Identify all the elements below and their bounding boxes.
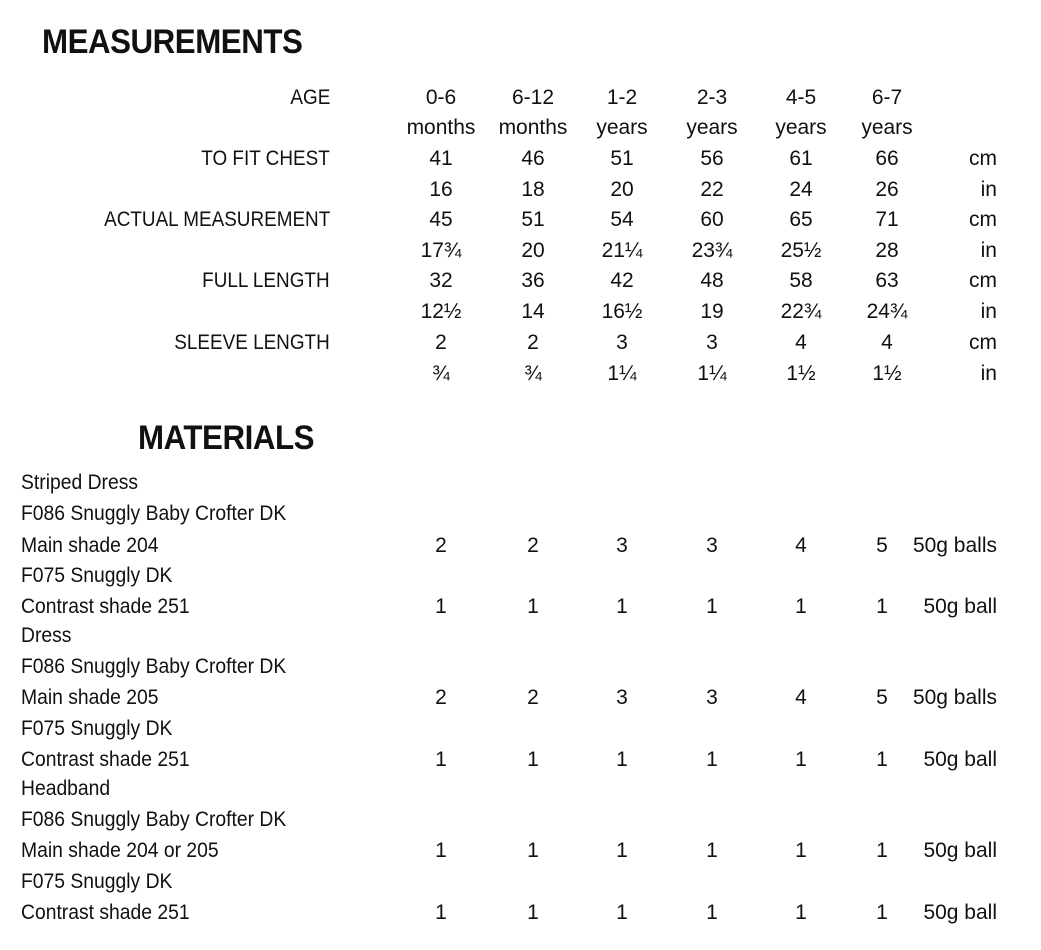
measurement-value: 20 (521, 239, 545, 262)
measurement-value: 1½ (786, 362, 816, 385)
measurement-unit: cm (969, 331, 997, 354)
material-row (0, 530, 1041, 561)
material-qty: 1 (616, 595, 628, 618)
measurement-value: 16 (429, 178, 453, 201)
material-label: Contrast shade 251 (21, 748, 190, 771)
material-row (0, 498, 1041, 529)
material-row (0, 713, 1041, 744)
material-label: F086 Snuggly Baby Crofter DK (21, 655, 287, 678)
measurement-value: 24 (789, 178, 813, 201)
measurement-value: 32 (429, 269, 453, 292)
material-label: F075 Snuggly DK (21, 870, 173, 893)
material-qty: 1 (795, 901, 807, 924)
material-qty: 1 (706, 901, 718, 924)
age-unit: months (406, 116, 476, 139)
material-qty: 1 (616, 839, 628, 862)
measurement-value: 21¼ (601, 239, 643, 262)
material-qty: 1 (795, 748, 807, 771)
material-unit: 50g balls (912, 534, 997, 557)
measurement-row (0, 174, 1041, 205)
age-unit: years (686, 116, 738, 139)
measurement-value: 61 (789, 147, 813, 170)
measurement-value: 42 (610, 269, 634, 292)
measurement-value: 66 (875, 147, 899, 170)
age-row (0, 82, 1041, 113)
measurement-value: 4 (795, 331, 807, 354)
material-qty: 5 (876, 686, 888, 709)
material-qty: 1 (876, 839, 888, 862)
material-qty: 1 (795, 839, 807, 862)
age-range: 1-2 (606, 86, 638, 109)
measurement-value: 23¾ (691, 239, 733, 262)
measurement-value: 4 (881, 331, 893, 354)
measurement-value: 2 (435, 331, 447, 354)
material-row (0, 866, 1041, 897)
material-label: F086 Snuggly Baby Crofter DK (21, 808, 287, 831)
material-qty: 3 (616, 534, 628, 557)
measurement-value: 46 (521, 147, 545, 170)
measurement-label: ACTUAL MEASUREMENT (103, 208, 330, 231)
measurement-value: 51 (521, 208, 545, 231)
measurement-row (0, 358, 1041, 389)
material-row (0, 773, 1041, 804)
material-qty: 1 (527, 839, 539, 862)
material-qty: 1 (527, 748, 539, 771)
material-qty: 1 (616, 901, 628, 924)
age-range: 4-5 (785, 86, 817, 109)
age-unit-row (0, 112, 1041, 143)
measurement-label: TO FIT CHEST (201, 147, 330, 170)
material-qty: 2 (527, 686, 539, 709)
material-qty: 3 (706, 534, 718, 557)
measurement-row (0, 143, 1041, 174)
material-qty: 2 (435, 534, 447, 557)
measurement-label: FULL LENGTH (202, 269, 330, 292)
measurement-unit: cm (969, 208, 997, 231)
measurement-value: 3 (706, 331, 718, 354)
measurement-value: 51 (610, 147, 634, 170)
material-label: Headband (21, 777, 111, 800)
measurement-value: 48 (700, 269, 724, 292)
material-qty: 1 (527, 901, 539, 924)
measurement-value: 28 (875, 239, 899, 262)
age-range: 2-3 (696, 86, 728, 109)
measurement-row (0, 296, 1041, 327)
material-row (0, 560, 1041, 591)
material-row (0, 897, 1041, 928)
measurement-value: 14 (521, 300, 545, 323)
measurement-label: SLEEVE LENGTH (174, 331, 330, 354)
measurement-value: 1¼ (697, 362, 727, 385)
material-qty: 2 (527, 534, 539, 557)
measurement-value: 1½ (872, 362, 902, 385)
measurement-value: 17¾ (420, 239, 462, 262)
measurement-unit: in (980, 239, 997, 262)
measurement-value: 36 (521, 269, 545, 292)
material-qty: 5 (876, 534, 888, 557)
material-row (0, 835, 1041, 866)
material-qty: 1 (876, 748, 888, 771)
measurement-value: 19 (700, 300, 724, 323)
material-row (0, 804, 1041, 835)
material-unit: 50g ball (923, 595, 997, 618)
material-label: Contrast shade 251 (21, 595, 190, 618)
material-row (0, 591, 1041, 622)
material-unit: 50g ball (923, 748, 997, 771)
material-qty: 1 (435, 901, 447, 924)
measurement-row (0, 235, 1041, 266)
materials-title: MATERIALS (138, 419, 315, 457)
measurement-value: 41 (429, 147, 453, 170)
measurement-row (0, 265, 1041, 296)
measurement-row (0, 204, 1041, 235)
measurement-value: 26 (875, 178, 899, 201)
measurements-title: MEASUREMENTS (42, 23, 303, 61)
material-label: F086 Snuggly Baby Crofter DK (21, 502, 287, 525)
age-unit: years (596, 116, 648, 139)
material-qty: 1 (876, 595, 888, 618)
age-unit: months (498, 116, 568, 139)
measurement-value: 56 (700, 147, 724, 170)
material-qty: 3 (616, 686, 628, 709)
material-qty: 1 (435, 595, 447, 618)
measurement-value: 18 (521, 178, 545, 201)
material-qty: 1 (706, 839, 718, 862)
material-qty: 1 (706, 595, 718, 618)
measurement-value: 20 (610, 178, 634, 201)
material-row (0, 682, 1041, 713)
measurement-value: 3 (616, 331, 628, 354)
age-unit: years (861, 116, 913, 139)
material-qty: 1 (616, 748, 628, 771)
material-label: Main shade 205 (21, 686, 159, 709)
measurement-unit: cm (969, 147, 997, 170)
measurement-value: 65 (789, 208, 813, 231)
measurement-value: ¾ (432, 362, 450, 385)
material-qty: 4 (795, 534, 807, 557)
measurement-value: 22 (700, 178, 724, 201)
material-label: Main shade 204 (21, 534, 159, 557)
material-qty: 1 (435, 839, 447, 862)
measurement-unit: in (980, 178, 997, 201)
material-unit: 50g balls (912, 686, 997, 709)
material-row (0, 744, 1041, 775)
material-label: Contrast shade 251 (21, 901, 190, 924)
material-qty: 3 (706, 686, 718, 709)
material-row (0, 651, 1041, 682)
material-unit: 50g ball (923, 839, 997, 862)
measurement-value: 58 (789, 269, 813, 292)
material-qty: 4 (795, 686, 807, 709)
measurement-value: 1¼ (607, 362, 637, 385)
measurement-unit: in (980, 362, 997, 385)
measurement-value: 54 (610, 208, 634, 231)
material-qty: 1 (706, 748, 718, 771)
age-label: AGE (290, 86, 330, 109)
material-qty: 1 (795, 595, 807, 618)
material-label: Main shade 204 or 205 (21, 839, 219, 862)
material-qty: 1 (527, 595, 539, 618)
material-label: F075 Snuggly DK (21, 717, 173, 740)
measurement-value: ¾ (524, 362, 542, 385)
age-range: 6-7 (871, 86, 903, 109)
material-label: Dress (21, 624, 72, 647)
measurement-value: 25½ (780, 239, 822, 262)
material-row (0, 620, 1041, 651)
measurement-value: 24¾ (866, 300, 908, 323)
age-range: 6-12 (511, 86, 555, 109)
measurement-value: 60 (700, 208, 724, 231)
measurement-value: 71 (875, 208, 899, 231)
material-row (0, 467, 1041, 498)
material-label: F075 Snuggly DK (21, 564, 173, 587)
material-qty: 1 (876, 901, 888, 924)
measurement-row (0, 327, 1041, 358)
measurement-value: 22¾ (780, 300, 822, 323)
measurement-value: 45 (429, 208, 453, 231)
measurement-value: 2 (527, 331, 539, 354)
measurement-unit: in (980, 300, 997, 323)
measurement-value: 16½ (601, 300, 643, 323)
material-qty: 2 (435, 686, 447, 709)
age-range: 0-6 (425, 86, 457, 109)
material-label: Striped Dress (21, 471, 139, 494)
measurement-value: 63 (875, 269, 899, 292)
measurement-value: 12½ (420, 300, 462, 323)
age-unit: years (775, 116, 827, 139)
measurement-unit: cm (969, 269, 997, 292)
material-unit: 50g ball (923, 901, 997, 924)
material-qty: 1 (435, 748, 447, 771)
